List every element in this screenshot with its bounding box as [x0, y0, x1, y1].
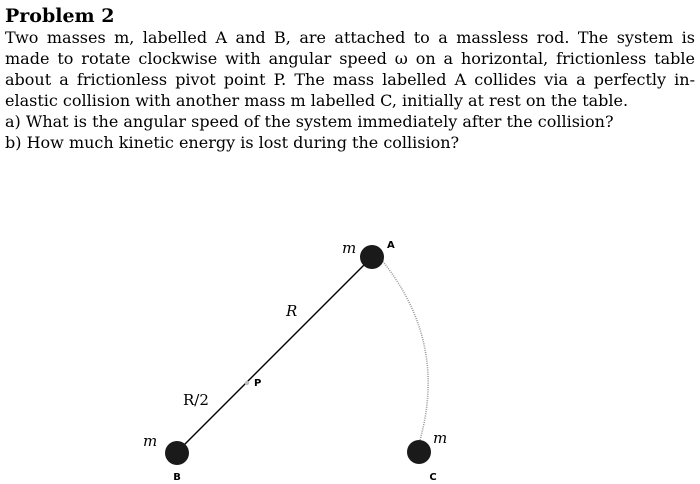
mass-a-symbol: m	[342, 239, 357, 257]
massless-rod	[177, 257, 372, 452]
mass-b	[165, 441, 189, 465]
mass-c	[407, 440, 431, 464]
mass-a-name: A	[387, 240, 395, 251]
trajectory-arc	[380, 258, 428, 440]
pivot-point	[245, 381, 249, 385]
problem-line-2: made to rotate clockwise with angular speed ω on a horizontal, frictionless table	[5, 49, 695, 68]
question-b: b) How much kinetic energy is lost during the collision?	[5, 133, 460, 152]
mass-c-symbol: m	[433, 429, 448, 447]
mass-a	[360, 245, 384, 269]
length-label-upper: R	[286, 302, 298, 320]
pivot-label: P	[254, 378, 262, 389]
mass-c-name: C	[429, 472, 437, 483]
length-label-lower: R/2	[183, 391, 209, 409]
mass-b-symbol: m	[143, 432, 158, 450]
problem-line-4: elastic collision with another mass m labelled C, initially at rest on the table.	[5, 91, 629, 110]
problem-title: Problem 2	[5, 5, 115, 27]
problem-line-3: about a frictionless pivot point P. The mass labelled A collides via a perfectly in-	[5, 70, 695, 89]
question-a: a) What is the angular speed of the system immediately after the collision?	[5, 112, 614, 131]
problem-line-1: Two masses m, labelled A and B, are attached to a massless rod. The system is	[5, 28, 695, 47]
mass-b-name: B	[173, 472, 181, 483]
